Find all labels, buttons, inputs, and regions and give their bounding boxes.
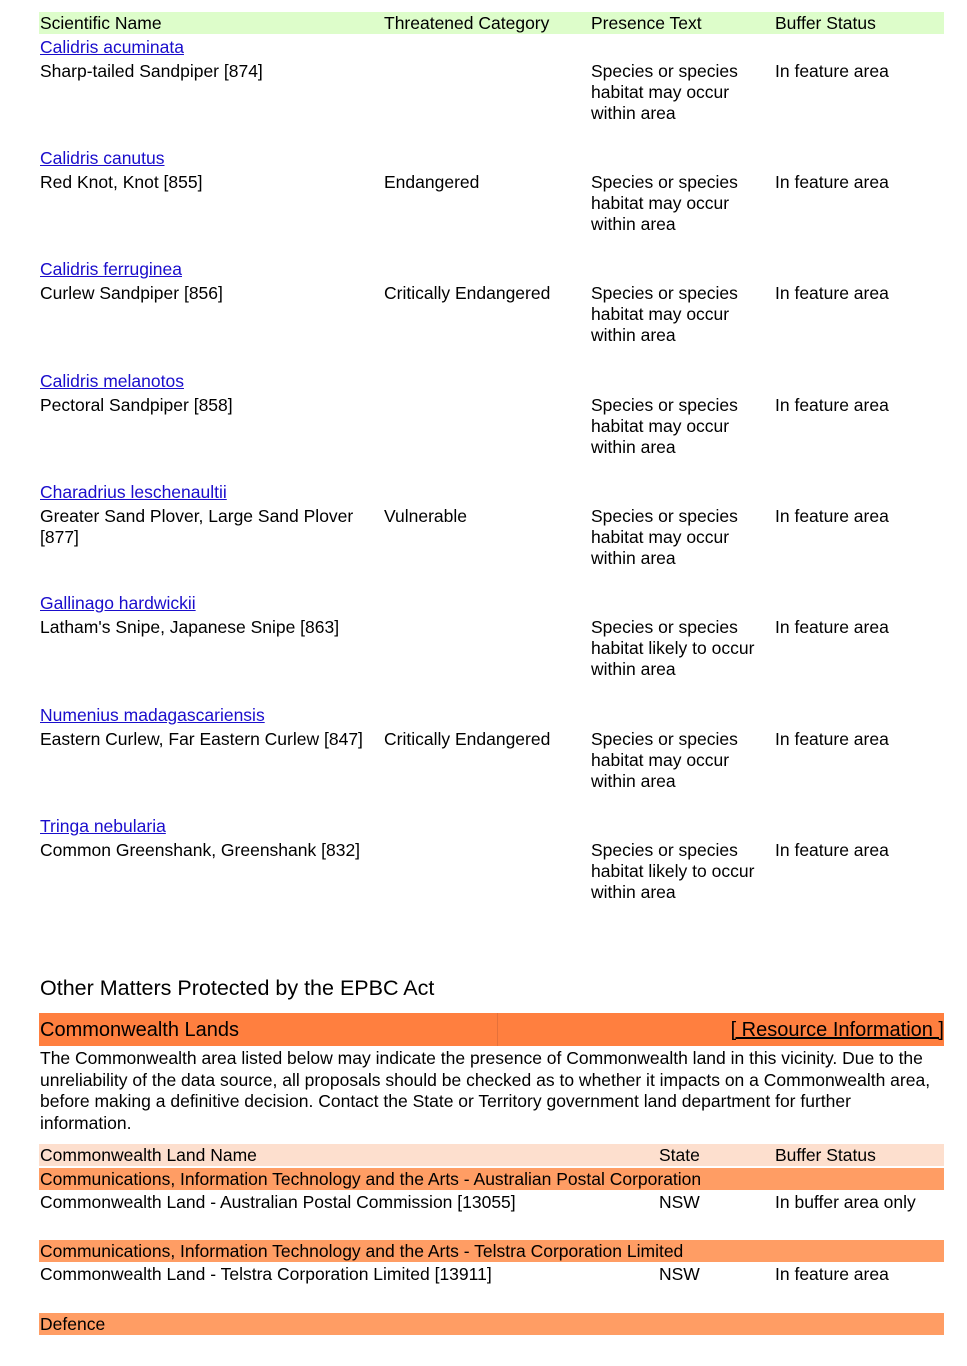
species-presence: Species or species habitat may occur within area <box>591 395 738 457</box>
species-presence: Species or species habitat may occur within area <box>591 172 738 234</box>
species-link[interactable]: Numenius madagascariensis <box>40 705 265 725</box>
species-row <box>39 37 944 148</box>
species-row <box>39 816 944 927</box>
land-group-bar <box>39 1240 944 1262</box>
bar-divider <box>497 1013 498 1046</box>
species-category: Critically Endangered <box>384 729 551 749</box>
species-category: Endangered <box>384 172 480 192</box>
land-group-label: Defence <box>40 1314 106 1334</box>
species-buffer: In feature area <box>775 61 889 81</box>
species-common-name: Latham's Snipe, Japanese Snipe [863] <box>40 617 340 637</box>
species-presence: Species or species habitat likely to occur within area <box>591 617 755 679</box>
species-presence: Species or species habitat may occur within area <box>591 729 738 791</box>
commonwealth-lands-bar <box>39 1013 944 1046</box>
land-buffer: In buffer area only <box>775 1192 916 1212</box>
species-link[interactable]: Charadrius leschenaultii <box>40 482 227 502</box>
species-row <box>39 593 944 704</box>
land-name: Commonwealth Land - Telstra Corporation Limited [13911] <box>40 1264 492 1284</box>
species-link[interactable]: Calidris ferruginea <box>40 259 183 279</box>
species-category: Vulnerable <box>384 506 468 526</box>
header-presence-text: Presence Text <box>591 13 702 33</box>
land-state: NSW <box>659 1264 700 1284</box>
species-table-header <box>39 12 944 34</box>
species-common-name: Sharp-tailed Sandpiper [874] <box>40 61 263 81</box>
species-link[interactable]: Calidris melanotos <box>40 371 184 391</box>
species-common-name: Red Knot, Knot [855] <box>40 172 203 192</box>
species-row <box>39 148 944 259</box>
species-buffer: In feature area <box>775 395 889 415</box>
species-common-name: Curlew Sandpiper [856] <box>40 283 223 303</box>
land-group-bar <box>39 1168 944 1190</box>
land-table-header <box>39 1144 944 1166</box>
land-group-label: Communications, Information Technology and the Arts - Telstra Corporation Limited <box>40 1241 684 1261</box>
header-scientific-name: Scientific Name <box>40 13 162 33</box>
species-buffer: In feature area <box>775 617 889 637</box>
species-link[interactable]: Calidris canutus <box>40 148 165 168</box>
header-threatened-category: Threatened Category <box>384 13 550 33</box>
species-presence: Species or species habitat may occur within area <box>591 283 738 345</box>
species-link[interactable]: Tringa nebularia <box>40 816 166 836</box>
species-category: Critically Endangered <box>384 283 551 303</box>
species-buffer: In feature area <box>775 840 889 860</box>
species-row <box>39 371 944 482</box>
header-state: State <box>659 1145 700 1165</box>
species-common-name: Greater Sand Plover, Large Sand Plover [877] <box>40 506 354 547</box>
species-common-name: Eastern Curlew, Far Eastern Curlew [847] <box>40 729 363 749</box>
species-presence: Species or species habitat may occur within area <box>591 506 738 568</box>
species-presence: Species or species habitat likely to occur within area <box>591 840 755 902</box>
species-presence: Species or species habitat may occur within area <box>591 61 738 123</box>
land-row <box>39 1192 944 1214</box>
species-common-name: Pectoral Sandpiper [858] <box>40 395 233 415</box>
land-group-bar <box>39 1313 944 1335</box>
species-link[interactable]: Calidris acuminata <box>40 37 184 57</box>
species-buffer: In feature area <box>775 283 889 303</box>
other-matters-title: Other Matters Protected by the EPBC Act <box>40 976 435 1000</box>
species-link[interactable]: Gallinago hardwickii <box>40 593 196 613</box>
species-common-name: Common Greenshank, Greenshank [832] <box>40 840 361 860</box>
species-buffer: In feature area <box>775 506 889 526</box>
commonwealth-lands-description: The Commonwealth area listed below may indicate the presence of Commonwealth land in this vicinity. Due to the unreliability of the data source, all proposals should be checked as to whether it impacts on a Commonwealth area, before making a definitive decision. Contact the State or Territory government land department for further information. <box>40 1048 931 1133</box>
species-row <box>39 705 944 816</box>
land-row <box>39 1264 944 1286</box>
land-buffer: In feature area <box>775 1264 889 1284</box>
land-state: NSW <box>659 1192 700 1212</box>
species-buffer: In feature area <box>775 172 889 192</box>
header-land-buffer-status: Buffer Status <box>775 1145 876 1165</box>
land-group-label: Communications, Information Technology and the Arts - Australian Postal Corporation <box>40 1169 702 1189</box>
land-name: Commonwealth Land - Australian Postal Commission [13055] <box>40 1192 516 1212</box>
species-buffer: In feature area <box>775 729 889 749</box>
commonwealth-lands-title: Commonwealth Lands <box>40 1019 239 1041</box>
species-row <box>39 482 944 593</box>
species-row <box>39 259 944 370</box>
header-land-name: Commonwealth Land Name <box>40 1145 257 1165</box>
resource-information-link[interactable]: [ Resource Information ] <box>730 1019 944 1041</box>
header-buffer-status: Buffer Status <box>775 13 876 33</box>
